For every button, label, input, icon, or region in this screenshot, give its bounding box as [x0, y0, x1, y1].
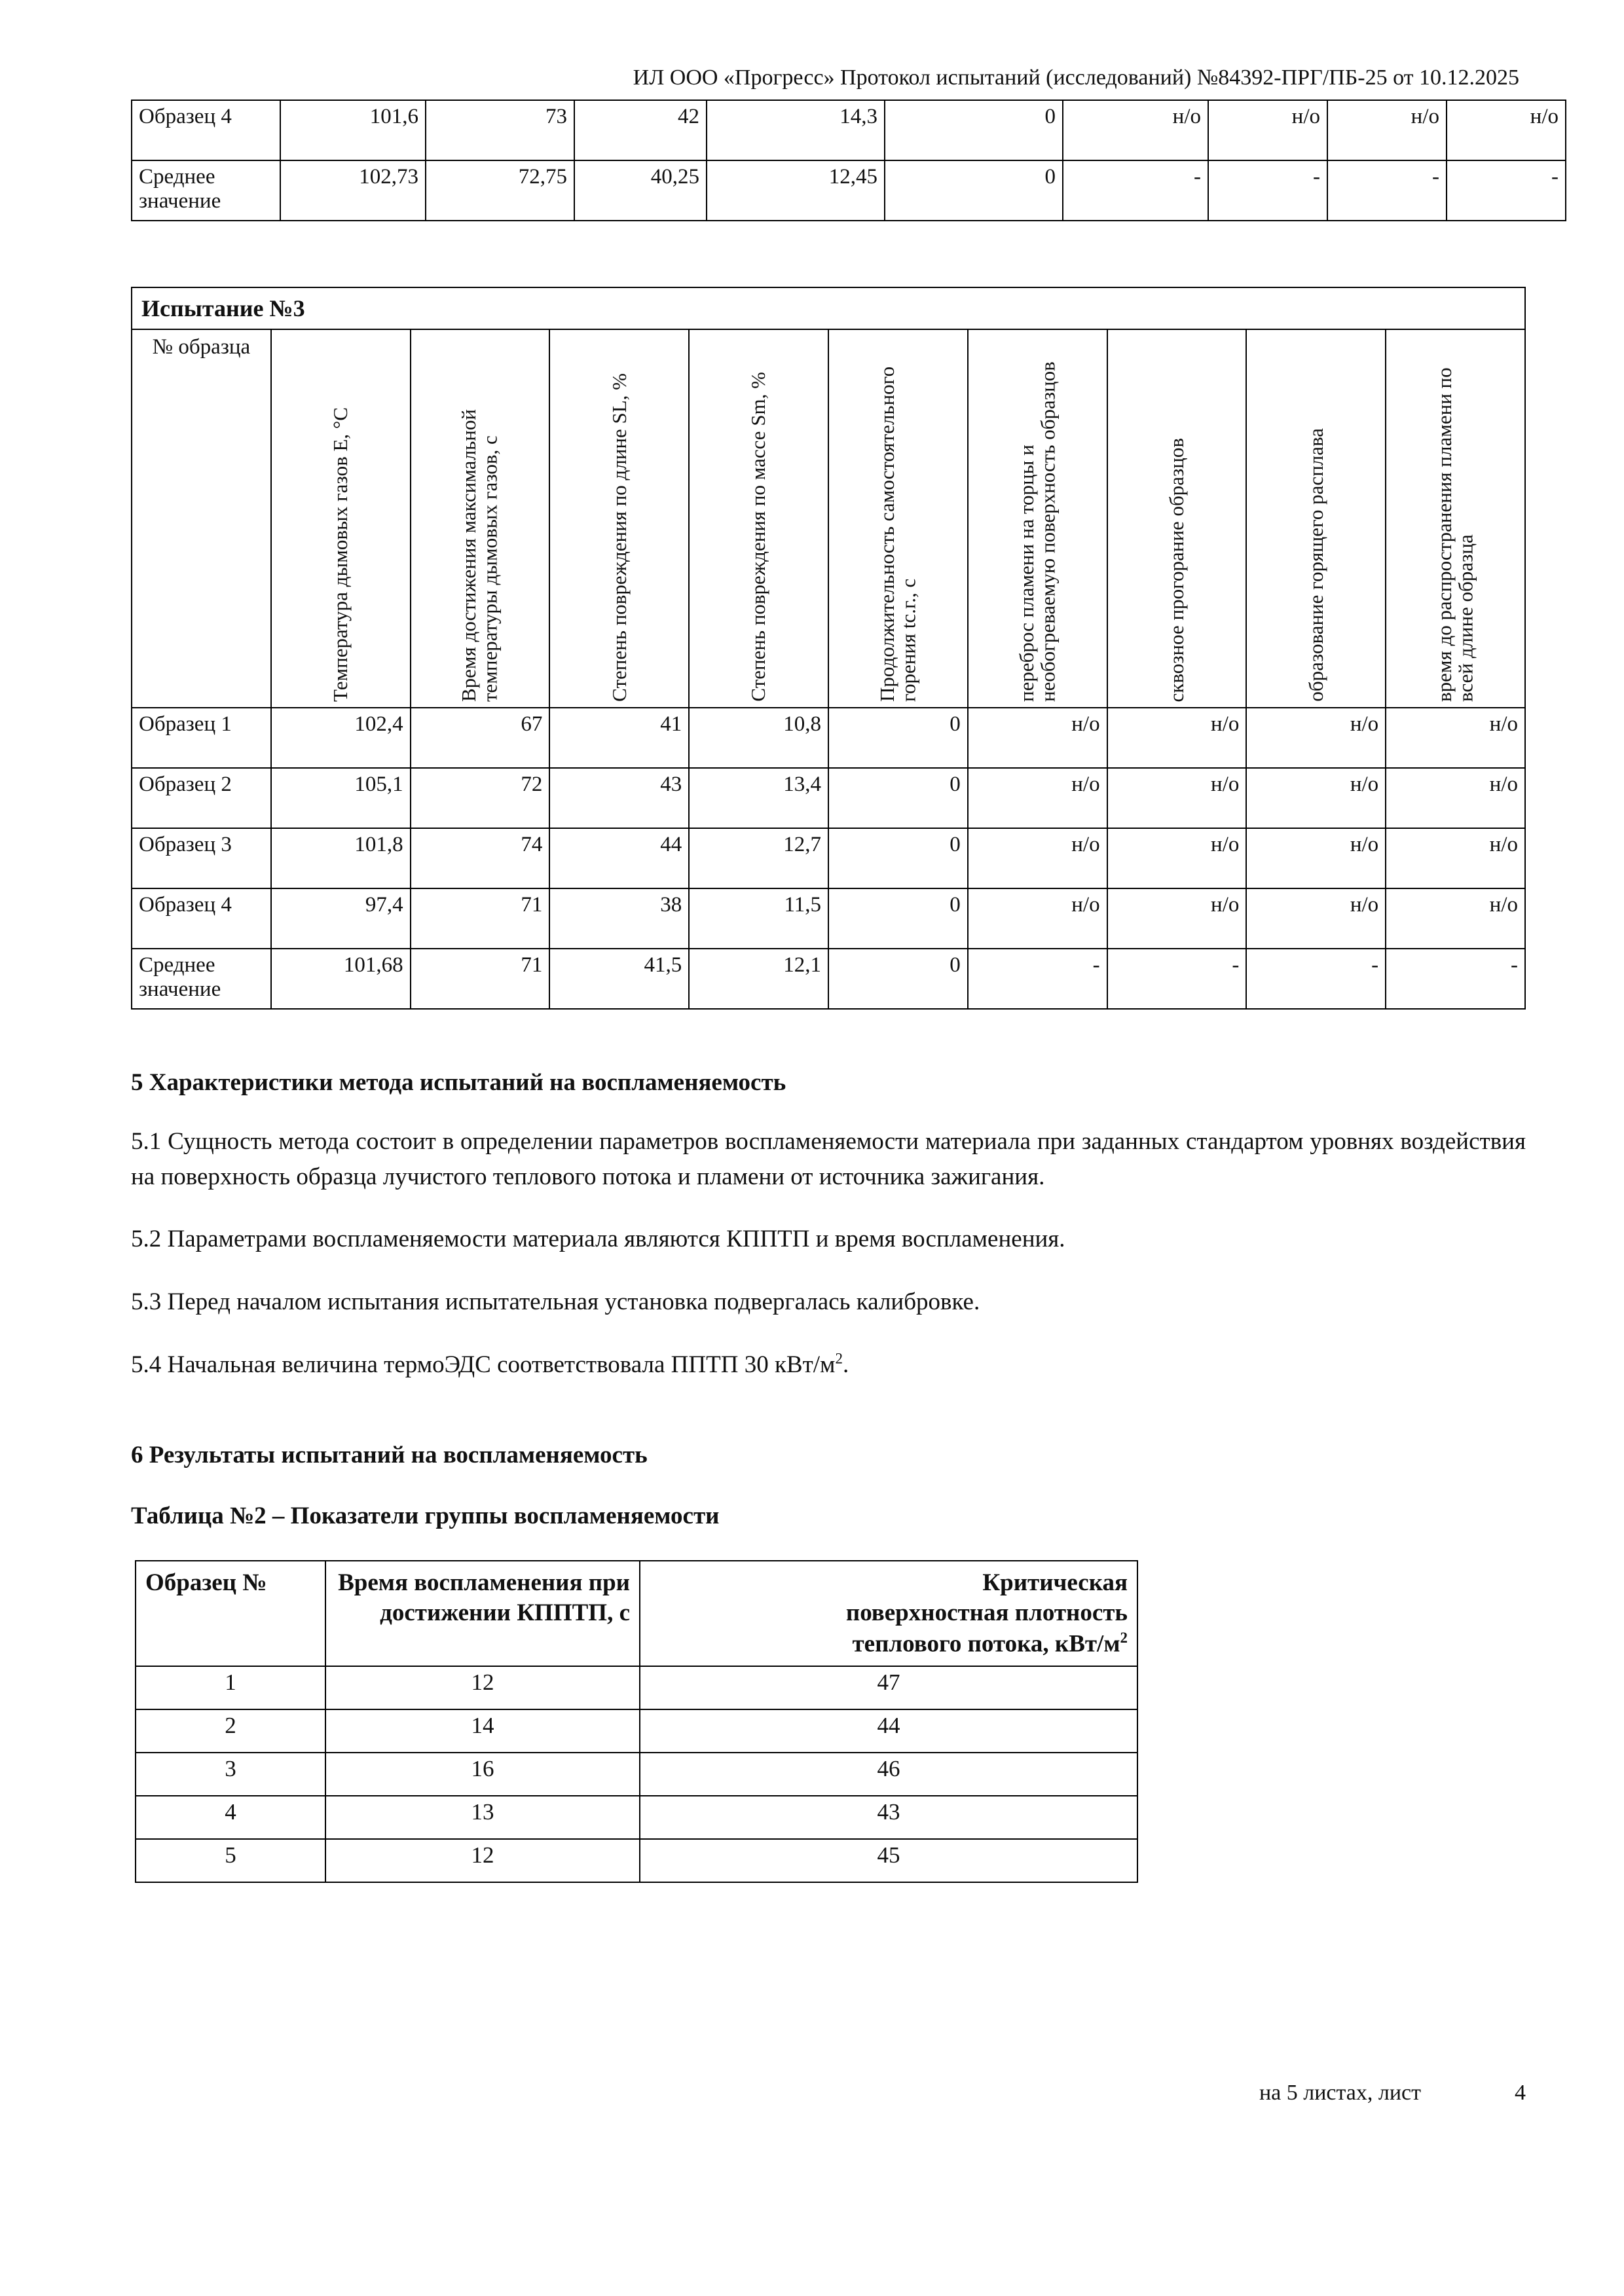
header-sample-no: Образец №	[136, 1561, 325, 1666]
cell-burn-through: н/о	[1107, 768, 1247, 828]
table-test3	[131, 287, 1526, 1010]
cell-ignition-time: 16	[325, 1753, 640, 1796]
cell-damage-mass: 12,1	[689, 949, 828, 1009]
paragraph-5-4	[131, 1347, 1526, 1383]
cell-burn-duration: 0	[828, 888, 968, 949]
cell-burn-through: н/о	[1107, 708, 1247, 768]
cell-burning-melt: н/о	[1246, 828, 1386, 888]
page-content	[131, 65, 1559, 1883]
cell-temperature: 102,4	[271, 708, 411, 768]
cell-time-max-temp: 67	[411, 708, 550, 768]
cell-damage-mass: 11,5	[689, 888, 828, 949]
cell-damage-length: 41	[549, 708, 689, 768]
cell-burn-through: н/о	[1208, 100, 1327, 160]
table-row	[132, 708, 1525, 768]
table2-header-row	[136, 1561, 1137, 1666]
paragraph-5-1: 5.1 Сущность метода состоит в определении параметров воспламеняемости материала при заданных стандартом уровнях воздействия на поверхность образца лучистого теплового потока и пламени от источника зажигания.	[131, 1128, 1526, 1190]
cell-temperature: 105,1	[271, 768, 411, 828]
cell-damage-length: 41,5	[549, 949, 689, 1009]
cell-damage-mass: 13,4	[689, 768, 828, 828]
cell-burn-duration: 0	[828, 708, 968, 768]
table-row	[132, 949, 1525, 1009]
cell-flame-spread-time: н/о	[1386, 888, 1525, 949]
table-row	[132, 888, 1525, 949]
header-temperature: Температура дымовых газов E, °C	[271, 329, 411, 708]
header-burning-melt: образование горящего расплава	[1246, 329, 1386, 708]
cell-burn-duration: 0	[828, 768, 968, 828]
cell-temperature: 101,8	[271, 828, 411, 888]
cell-damage-length: 42	[574, 100, 707, 160]
cell-burning-melt: -	[1246, 949, 1386, 1009]
row-label: Образец 1	[132, 708, 271, 768]
cell-burning-melt: н/о	[1327, 100, 1447, 160]
cell-critical-heat-flux: 47	[640, 1666, 1137, 1709]
header-critical-heat-flux	[640, 1561, 1137, 1666]
cell-temperature: 101,6	[280, 100, 426, 160]
section-6-heading: 6 Результаты испытаний на воспламеняемость	[131, 1442, 648, 1469]
header-flame-spread-time: время до распространения пламени по всей длине образца	[1386, 329, 1525, 708]
table-flammability-indicators	[135, 1560, 1138, 1883]
table-test3-header-row	[132, 329, 1525, 708]
cell-critical-heat-flux: 46	[640, 1753, 1137, 1796]
cell-damage-mass: 12,45	[707, 160, 885, 221]
table-row	[136, 1839, 1137, 1882]
table-row	[136, 1709, 1137, 1753]
cell-temperature: 101,68	[271, 949, 411, 1009]
cell-temperature: 97,4	[271, 888, 411, 949]
cell-damage-mass: 14,3	[707, 100, 885, 160]
cell-time-max-temp: 74	[411, 828, 550, 888]
running-header: ИЛ ООО «Прогресс» Протокол испытаний (исследований) №84392-ПРГ/ПБ-25 от 10.12.2025	[633, 65, 1519, 90]
cell-burning-melt: н/о	[1246, 768, 1386, 828]
paragraph-5-4-superscript: 2	[835, 1350, 843, 1367]
header-flame-transfer: переброс пламени на торцы и необогреваемую поверхность образцов	[968, 329, 1107, 708]
cell-flame-spread-time: -	[1386, 949, 1525, 1009]
cell-sample-no: 2	[136, 1709, 325, 1753]
paragraph-5-2: 5.2 Параметрами воспламеняемости материала являются КППТП и время воспламенения.	[131, 1226, 1065, 1253]
cell-flame-spread-time: н/о	[1386, 768, 1525, 828]
cell-damage-length: 44	[549, 828, 689, 888]
row-label: Образец 2	[132, 768, 271, 828]
cell-sample-no: 4	[136, 1796, 325, 1839]
cell-temperature: 102,73	[280, 160, 426, 221]
row-label: Среднее значение	[132, 949, 271, 1009]
header-critical-heat-flux-line2: поверхностная плотность	[845, 1599, 1128, 1627]
table-test3-title-row	[132, 287, 1525, 329]
header-burn-through: сквозное прогорание образцов	[1107, 329, 1247, 708]
cell-damage-length: 38	[549, 888, 689, 949]
cell-damage-length: 43	[549, 768, 689, 828]
cell-burning-melt: н/о	[1246, 708, 1386, 768]
cell-flame-transfer: -	[1063, 160, 1208, 221]
cell-sample-no: 5	[136, 1839, 325, 1882]
cell-ignition-time: 12	[325, 1839, 640, 1882]
table-row	[132, 100, 1566, 160]
cell-ignition-time: 13	[325, 1796, 640, 1839]
table-row	[132, 768, 1525, 828]
cell-flame-spread-time: н/о	[1386, 708, 1525, 768]
cell-burn-through: -	[1208, 160, 1327, 221]
table-test3-title: Испытание №3	[132, 287, 1525, 329]
header-critical-heat-flux-superscript: 2	[1120, 1629, 1128, 1646]
table-test2-continuation	[131, 100, 1566, 221]
cell-flame-transfer: н/о	[968, 768, 1107, 828]
cell-flame-transfer: н/о	[968, 828, 1107, 888]
cell-flame-spread-time: н/о	[1386, 828, 1525, 888]
page-footer	[131, 2081, 1526, 2105]
table-row	[136, 1796, 1137, 1839]
paragraph-5-4-tail: .	[842, 1351, 849, 1378]
cell-ignition-time: 12	[325, 1666, 640, 1709]
cell-flame-transfer: н/о	[968, 708, 1107, 768]
header-sample-number: № образца	[132, 329, 271, 708]
header-time-max-temp: Время достижения максимальной температуры дымовых газов, с	[411, 329, 550, 708]
cell-flame-transfer: н/о	[968, 888, 1107, 949]
cell-burn-duration: 0	[885, 160, 1063, 221]
cell-burning-melt: -	[1327, 160, 1447, 221]
row-label: Образец 4	[132, 100, 280, 160]
cell-ignition-time: 14	[325, 1709, 640, 1753]
paragraph-5-4-text: 5.4 Начальная величина термоЭДС соответствовала ППТП 30 кВт/м	[131, 1351, 836, 1378]
table2-caption: Таблица №2 – Показатели группы воспламеняемости	[131, 1503, 720, 1530]
cell-damage-mass: 12,7	[689, 828, 828, 888]
cell-time-max-temp: 72,75	[426, 160, 574, 221]
cell-flame-spread-time: -	[1447, 160, 1566, 221]
cell-flame-spread-time: н/о	[1447, 100, 1566, 160]
cell-damage-length: 40,25	[574, 160, 707, 221]
cell-critical-heat-flux: 45	[640, 1839, 1137, 1882]
cell-sample-no: 1	[136, 1666, 325, 1709]
header-damage-mass: Степень повреждения по массе Sm, %	[689, 329, 828, 708]
cell-burn-through: -	[1107, 949, 1247, 1009]
header-critical-heat-flux-line3: теплового потока, кВт/м	[852, 1630, 1120, 1658]
cell-burn-through: н/о	[1107, 828, 1247, 888]
cell-damage-mass: 10,8	[689, 708, 828, 768]
cell-time-max-temp: 72	[411, 768, 550, 828]
cell-critical-heat-flux: 44	[640, 1709, 1137, 1753]
row-label: Образец 3	[132, 828, 271, 888]
cell-burn-duration: 0	[828, 828, 968, 888]
footer-sheets-text: на 5 листах, лист	[1259, 2081, 1421, 2105]
cell-burning-melt: н/о	[1246, 888, 1386, 949]
table-row	[136, 1666, 1137, 1709]
row-label: Среднее значение	[132, 160, 280, 221]
header-damage-length: Степень повреждения по длине SL, %	[549, 329, 689, 708]
table-row	[132, 160, 1566, 221]
cell-flame-transfer: -	[968, 949, 1107, 1009]
table-row	[132, 828, 1525, 888]
cell-time-max-temp: 73	[426, 100, 574, 160]
header-burn-duration: Продолжительность самостоятельного горения tс.г., с	[828, 329, 968, 708]
table-row	[136, 1753, 1137, 1796]
cell-time-max-temp: 71	[411, 888, 550, 949]
section-5-heading: 5 Характеристики метода испытаний на воспламеняемость	[131, 1069, 786, 1096]
cell-sample-no: 3	[136, 1753, 325, 1796]
paragraph-5-3: 5.3 Перед началом испытания испытательная установка подвергалась калибровке.	[131, 1288, 980, 1315]
cell-burn-duration: 0	[828, 949, 968, 1009]
cell-critical-heat-flux: 43	[640, 1796, 1137, 1839]
table2-wrapper	[131, 1560, 1526, 1883]
cell-burn-through: н/о	[1107, 888, 1247, 949]
cell-time-max-temp: 71	[411, 949, 550, 1009]
cell-flame-transfer: н/о	[1063, 100, 1208, 160]
header-critical-heat-flux-line1: Критическая	[982, 1569, 1128, 1597]
header-ignition-time: Время воспламенения при достижении КППТП, с	[325, 1561, 640, 1666]
footer-page-number: 4	[1515, 2081, 1526, 2105]
cell-burn-duration: 0	[885, 100, 1063, 160]
row-label: Образец 4	[132, 888, 271, 949]
